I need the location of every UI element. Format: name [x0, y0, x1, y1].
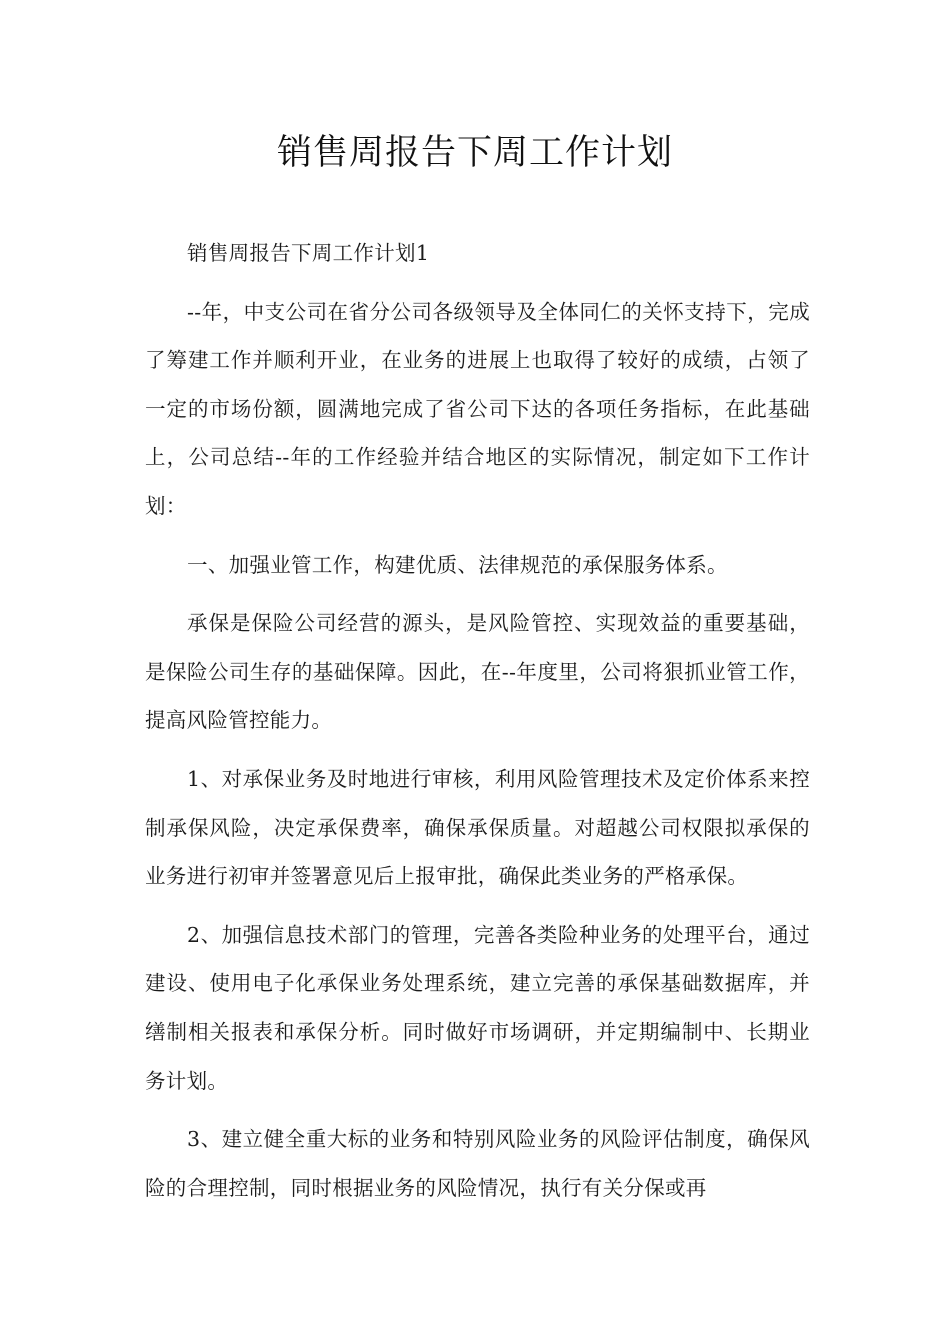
list-item-2: 2、加强信息技术部门的管理，完善各类险种业务的处理平台，通过建设、使用电子化承保业务处理系统，建立完善的承保基础数据库，并缮制相关报表和承保分析。同时做好市场调研，并定期编制中、长期业务计划。 [145, 922, 810, 1093]
list-item-1: 1、对承保业务及时地进行审核，利用风险管理技术及定价体系来控制承保风险，决定承保费率，确保承保质量。对超越公司权限拟承保的业务进行初审并签署意见后上报审批，确保此类业务的严格承保。 [145, 766, 810, 889]
document-body [145, 229, 810, 1222]
section-heading-1: 一、加强业管工作，构建优质、法律规范的承保服务体系。 [187, 552, 728, 577]
paragraph-subtitle: 销售周报告下周工作计划1 [187, 241, 430, 265]
list-item-3: 3、建立健全重大标的业务和特别风险业务的风险评估制度，确保风险的合理控制，同时根据业务的风险情况，执行有关分保或再 [145, 1127, 810, 1200]
paragraph-intro: --年，中支公司在省分公司各级领导及全体同仁的关怀支持下，完成了筹建工作并顺利开业，在业务的进展上也取得了较好的成绩，占领了一定的市场份额，圆满地完成了省公司下达的各项任务指标，在此基础上，公司总结--年的工作经验并结合地区的实际情况，制定如下工作计划： [145, 299, 810, 518]
paragraph-underwriting: 承保是保险公司经营的源头，是风险管控、实现效益的重要基础，是保险公司生存的基础保障。因此，在--年度里，公司将狠抓业管工作，提高风险管控能力。 [145, 611, 810, 733]
document-title: 销售周报告下周工作计划 [276, 133, 673, 173]
